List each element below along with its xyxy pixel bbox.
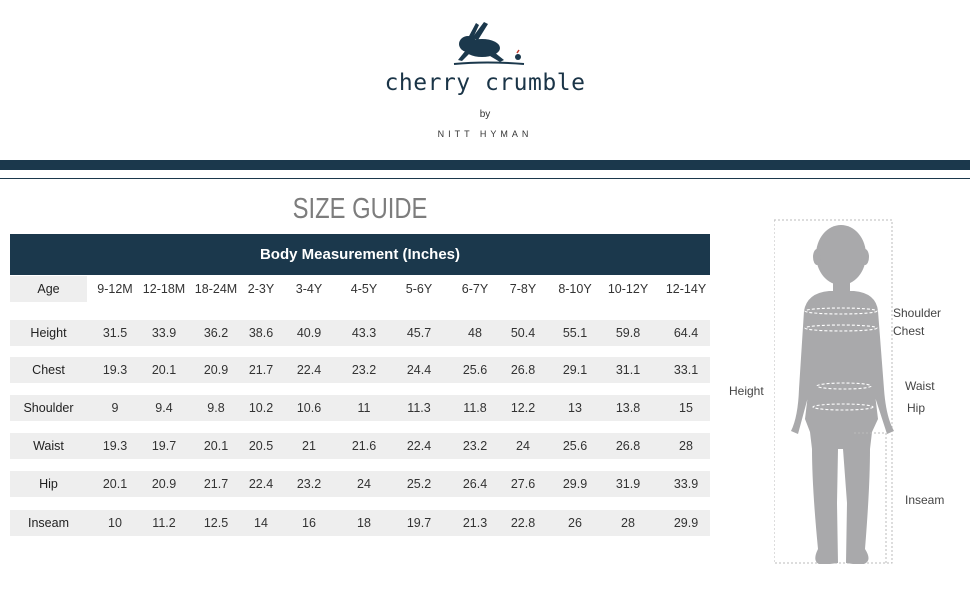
table-cell: 48: [468, 326, 482, 340]
label-shoulder: Shoulder: [893, 306, 942, 320]
label-waist: Waist: [905, 379, 935, 393]
table-cell: 10: [108, 516, 122, 530]
table-cell: 20.5: [248, 439, 274, 453]
table-cell: 38.6: [248, 326, 274, 340]
row-label: Waist: [10, 433, 87, 459]
header-divider: [0, 178, 970, 179]
table-cell: 11.2: [152, 516, 176, 530]
table-cell: 25.6: [462, 363, 488, 377]
table-row: [10, 357, 710, 383]
table-cell: 28: [679, 439, 693, 453]
table-cell: 19.7: [406, 516, 432, 530]
table-cell: 12.2: [510, 401, 536, 415]
table-cell: 26.8: [615, 439, 641, 453]
row-label: Age: [10, 276, 87, 302]
label-chest: Chest: [893, 324, 925, 338]
brand-maker: NITT HYMAN: [437, 129, 533, 139]
table-cell: 20.9: [203, 363, 229, 377]
table-cell: 20.9: [151, 477, 177, 491]
brand-name: cherry crumble: [384, 70, 586, 96]
table-cell: 19.3: [102, 363, 128, 377]
table-cell: 29.9: [562, 477, 588, 491]
table-cell: 24.4: [406, 363, 432, 377]
age-header-cell: 6-7Y: [461, 282, 489, 296]
table-cell: 10.2: [248, 401, 274, 415]
table-cell: 23.2: [296, 477, 322, 491]
age-header-cell: 3-4Y: [295, 282, 323, 296]
table-cell: 29.9: [673, 516, 699, 530]
table-cell: 20.1: [102, 477, 128, 491]
row-label: Hip: [10, 471, 87, 497]
table-cell: 20.1: [151, 363, 177, 377]
row-label: Inseam: [10, 510, 87, 536]
table-cell: 29.1: [562, 363, 588, 377]
age-header-cell: 12-18M: [142, 282, 186, 296]
row-values: [87, 357, 710, 383]
brand-by: by: [479, 109, 491, 120]
table-cell: 24: [357, 477, 371, 491]
row-values: [87, 395, 710, 421]
table-cell: 11.8: [463, 401, 487, 415]
table-cell: 28: [621, 516, 635, 530]
table-header: Body Measurement (Inches): [10, 234, 710, 275]
table-cell: 21.7: [248, 363, 274, 377]
size-table: [10, 234, 710, 530]
table-cell: 13: [568, 401, 582, 415]
label-hip: Hip: [907, 401, 926, 415]
table-cell: 10.6: [296, 401, 322, 415]
age-header-cell: 12-14Y: [665, 282, 707, 296]
table-cell: 21.7: [203, 477, 229, 491]
table-cell: 9: [111, 401, 119, 415]
header: [0, 0, 970, 160]
table-row: [10, 276, 710, 302]
table-row: [10, 320, 710, 346]
table-cell: 12.5: [203, 516, 229, 530]
table-cell: 26.4: [462, 477, 488, 491]
table-cell: 23.2: [462, 439, 488, 453]
table-cell: 33.1: [673, 363, 699, 377]
table-cell: 40.9: [296, 326, 322, 340]
label-height: Height: [729, 384, 764, 398]
table-cell: 9.8: [207, 401, 225, 415]
table-cell: 16: [302, 516, 316, 530]
table-cell: 59.8: [615, 326, 641, 340]
table-cell: 55.1: [562, 326, 588, 340]
table-cell: 22.8: [510, 516, 536, 530]
table-cell: 18: [357, 516, 371, 530]
table-cell: 26.8: [510, 363, 536, 377]
table-cell: 31.5: [102, 326, 128, 340]
label-inseam: Inseam: [905, 493, 945, 507]
table-cell: 21.6: [351, 439, 377, 453]
table-cell: 25.2: [406, 477, 432, 491]
table-cell: 25.6: [562, 439, 588, 453]
table-cell: 36.2: [203, 326, 229, 340]
age-header-cell: 2-3Y: [247, 282, 275, 296]
table-cell: 45.7: [406, 326, 432, 340]
table-cell: 19.3: [102, 439, 128, 453]
table-row: [10, 471, 710, 497]
row-values: [87, 433, 710, 459]
age-header-cell: 8-10Y: [558, 282, 592, 296]
row-label: Height: [10, 320, 87, 346]
page-title: SIZE GUIDE: [292, 193, 428, 225]
table-cell: 23.2: [351, 363, 377, 377]
table-cell: 22.4: [248, 477, 274, 491]
row-values: [87, 320, 710, 346]
row-label: Chest: [10, 357, 87, 383]
rabbit-logo-icon: [446, 20, 526, 70]
row-values: [87, 471, 710, 497]
age-header-cell: 18-24M: [194, 282, 238, 296]
table-cell: 20.1: [203, 439, 229, 453]
table-cell: 11: [357, 401, 371, 415]
table-cell: 64.4: [673, 326, 699, 340]
table-cell: 15: [679, 401, 693, 415]
row-values: [87, 276, 710, 302]
age-header-cell: 7-8Y: [509, 282, 537, 296]
table-cell: 24: [516, 439, 530, 453]
table-row: [10, 395, 710, 421]
table-cell: 9.4: [155, 401, 173, 415]
table-cell: 33.9: [673, 477, 699, 491]
table-cell: 13.8: [615, 401, 641, 415]
table-cell: 26: [568, 516, 582, 530]
table-cell: 19.7: [151, 439, 177, 453]
age-header-cell: 4-5Y: [350, 282, 378, 296]
table-cell: 27.6: [510, 477, 536, 491]
table-cell: 22.4: [406, 439, 432, 453]
table-cell: 50.4: [510, 326, 536, 340]
table-cell: 21.3: [462, 516, 488, 530]
table-cell: 43.3: [351, 326, 377, 340]
row-label: Shoulder: [10, 395, 87, 421]
table-row: [10, 510, 710, 536]
age-header-cell: 9-12M: [97, 282, 133, 296]
table-cell: 14: [254, 516, 268, 530]
row-values: [87, 510, 710, 536]
age-header-cell: 10-12Y: [607, 282, 649, 296]
table-cell: 11.3: [407, 401, 431, 415]
table-row: [10, 433, 710, 459]
age-header-cell: 5-6Y: [405, 282, 433, 296]
table-cell: 22.4: [296, 363, 322, 377]
table-cell: 31.1: [615, 363, 641, 377]
table-cell: 21: [302, 439, 316, 453]
table-cell: 33.9: [151, 326, 177, 340]
header-band: [0, 160, 970, 170]
child-silhouette-figure: [774, 219, 894, 564]
table-cell: 31.9: [615, 477, 641, 491]
